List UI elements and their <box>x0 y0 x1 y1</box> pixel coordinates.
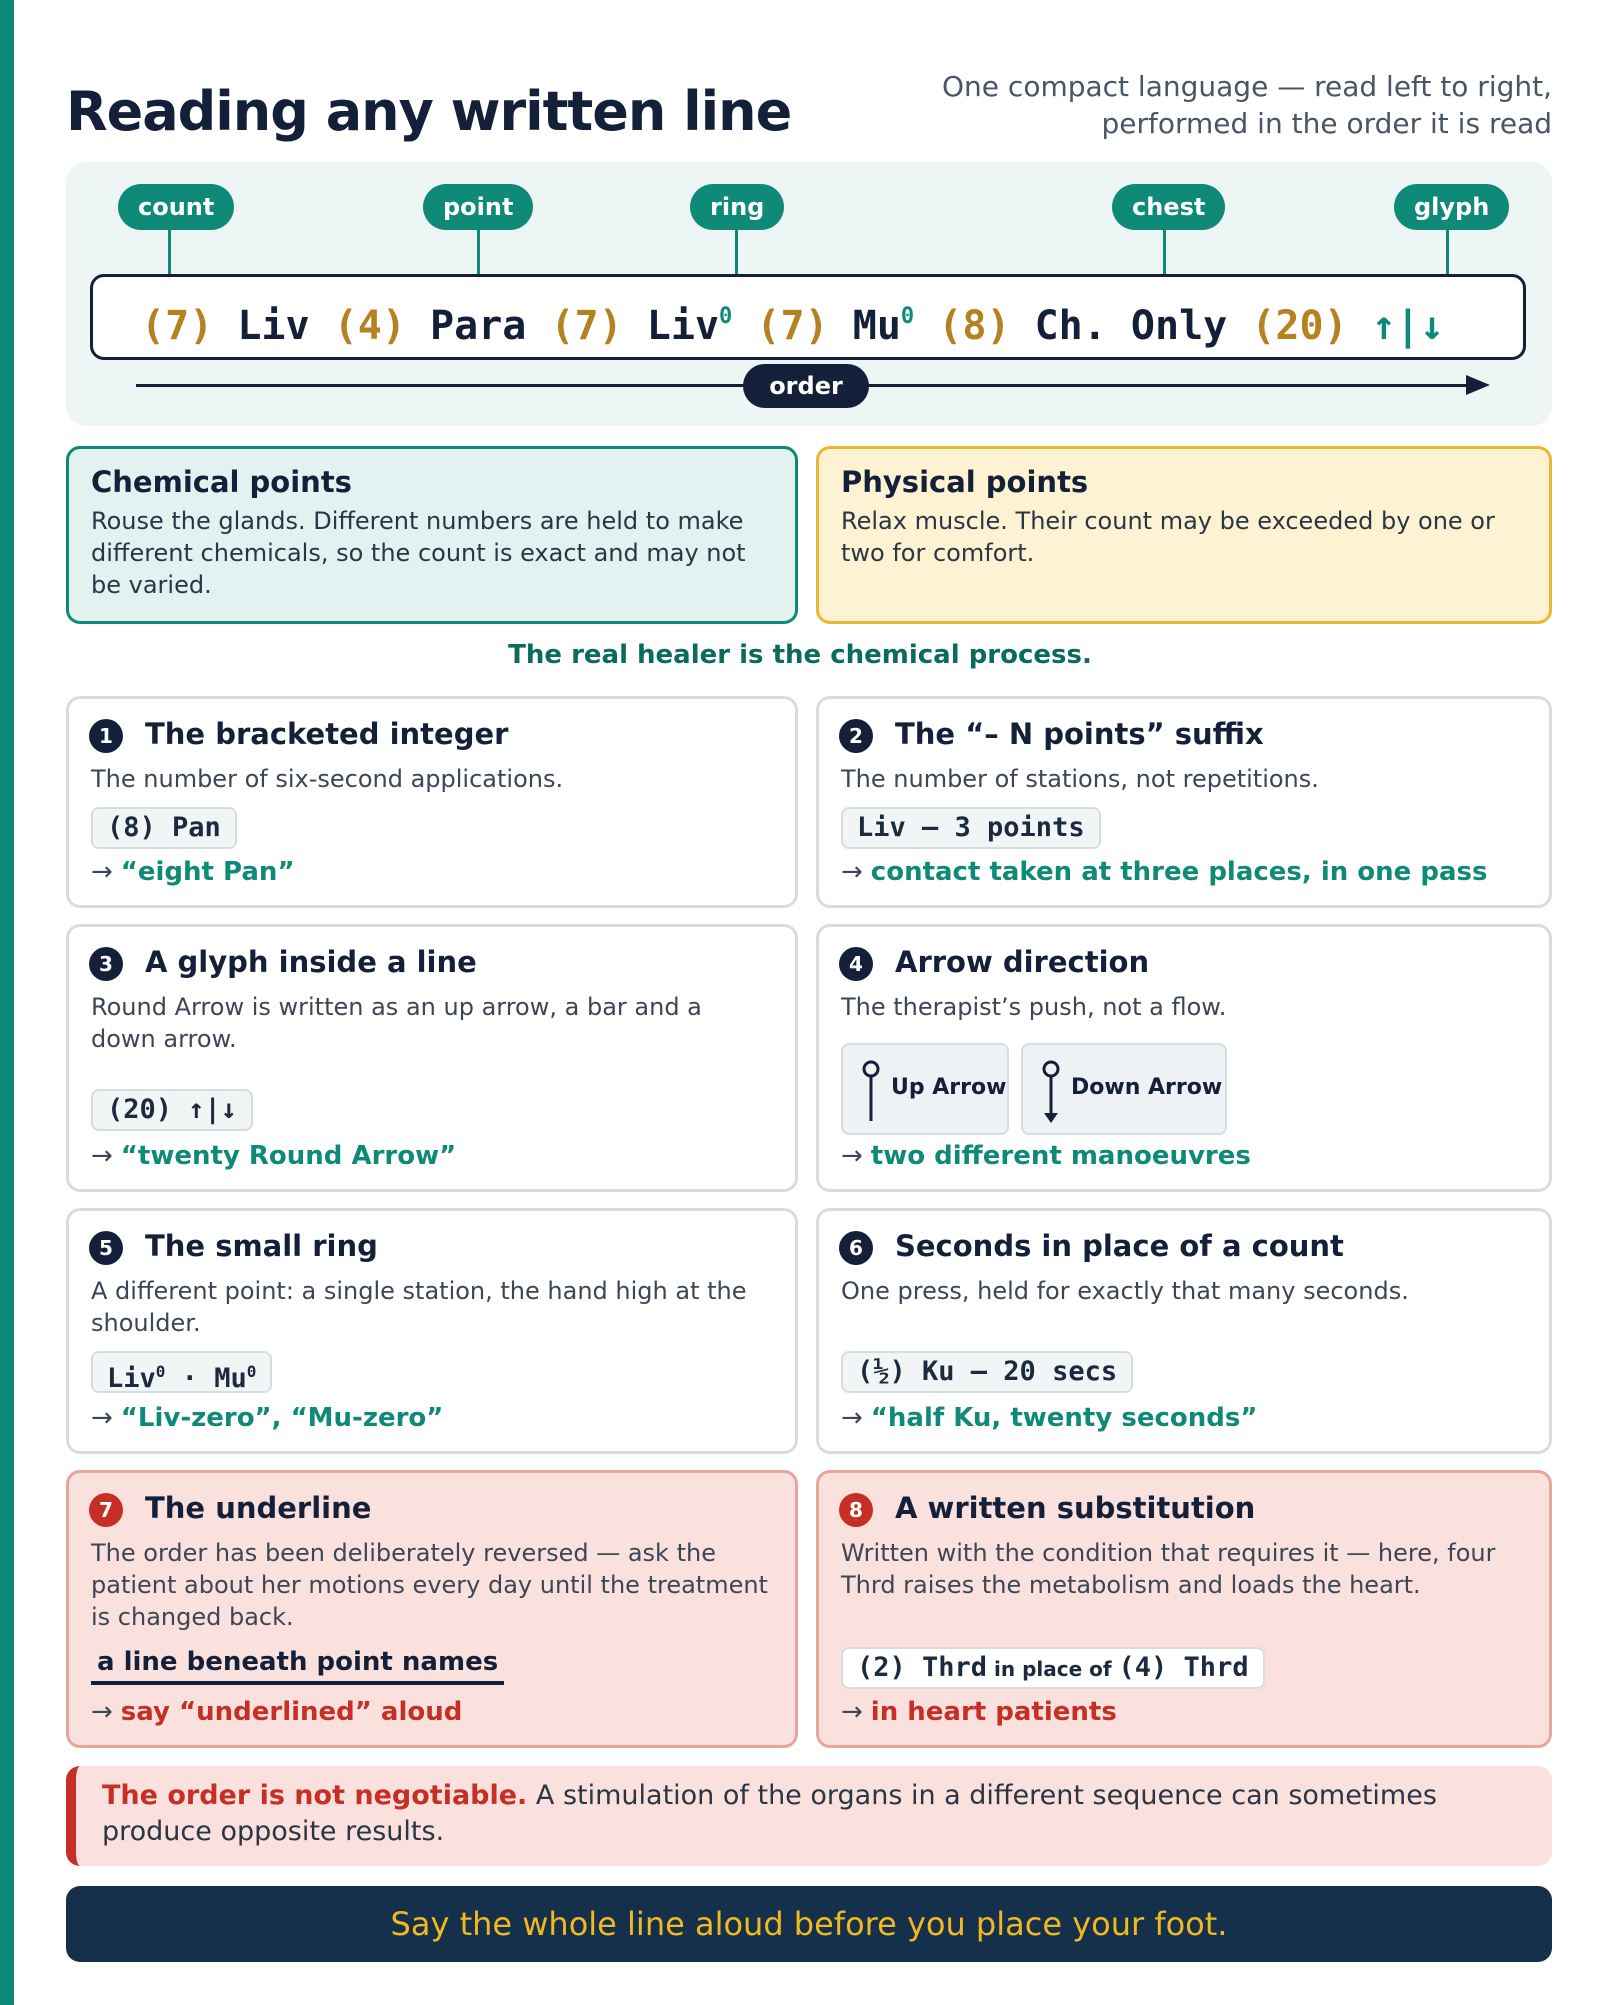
rule-number: 8 <box>839 1493 873 1527</box>
right-arrow-icon: → <box>841 1403 863 1433</box>
example-line-box <box>90 274 1526 360</box>
rule-result-text: contact taken at three places, in one pass <box>870 857 1488 887</box>
rule-result <box>841 1141 1251 1171</box>
right-arrow-icon: → <box>91 1141 113 1171</box>
tag-point: point <box>423 184 533 230</box>
physical-points-text: Relax muscle. Their count may be exceeded by one or two for comfort. <box>841 507 1495 567</box>
rule-example <box>91 1351 272 1393</box>
rule-result <box>91 857 295 887</box>
rule-example: a line beneath point names <box>91 1643 504 1685</box>
rule-card-4 <box>816 924 1552 1192</box>
up-arrow-label: Up Arrow <box>891 1075 1007 1100</box>
rule-title: The underline <box>145 1491 372 1525</box>
rule-description: The number of six-second applications. <box>91 765 564 793</box>
point-token <box>647 303 733 349</box>
ring-mark: 0 <box>155 1362 166 1381</box>
point-token: Ch. Only <box>1034 303 1228 349</box>
point-token <box>853 303 914 349</box>
order-warning-bold: The order is not negotiable. <box>102 1780 528 1811</box>
page-title: Reading any written line <box>66 80 792 143</box>
rule-description: The therapist’s push, not a flow. <box>841 993 1227 1021</box>
rule-title: Arrow direction <box>895 945 1150 979</box>
rule-result-text: “half Ku, twenty seconds” <box>870 1403 1258 1433</box>
rule-number: 1 <box>89 719 123 753</box>
point-token: Liv <box>237 303 310 349</box>
order-warning-note <box>66 1766 1552 1866</box>
right-arrow-icon: → <box>91 1403 113 1433</box>
rule-card-5 <box>66 1208 798 1454</box>
rule-title: A written substitution <box>895 1491 1256 1525</box>
rule-result <box>91 1697 462 1727</box>
rule-description: The order has been deliberately reversed — ask the patient about her motions every day until the treatment is changed back. <box>91 1539 768 1631</box>
point-name: Liv <box>646 303 720 349</box>
replaced-dose: (4) Thrd <box>1118 1652 1249 1683</box>
rule-result-text: two different manoeuvres <box>870 1141 1251 1171</box>
rule-description: The number of stations, not repetitions. <box>841 765 1319 793</box>
rule-card-7 <box>66 1470 798 1748</box>
rule-title: The bracketed integer <box>145 717 509 751</box>
chemical-points-text: Rouse the glands. Different numbers are held to make different chemicals, so the count is exact and may not be varied. <box>91 507 746 599</box>
rule-title: Seconds in place of a count <box>895 1229 1344 1263</box>
count-token: (7) <box>756 303 829 349</box>
chemical-points-box <box>66 446 798 624</box>
rule-example: (½) Ku – 20 secs <box>841 1351 1133 1393</box>
example-line <box>141 291 1444 352</box>
healer-note: The real healer is the chemical process. <box>508 640 1092 670</box>
right-arrow-icon: → <box>841 857 863 887</box>
rule-number: 5 <box>89 1231 123 1265</box>
subtitle-line-1: One compact language — read left to right, <box>942 70 1552 103</box>
point-name: Mu <box>852 303 901 349</box>
right-arrow-icon: → <box>841 1697 863 1727</box>
tag-chest: chest <box>1112 184 1225 230</box>
rule-title: The “– N points” suffix <box>895 717 1264 751</box>
rule-description: One press, held for exactly that many seconds. <box>841 1277 1409 1305</box>
ring-mark: 0 <box>900 304 915 329</box>
rule-card-2 <box>816 696 1552 908</box>
point-name: Mu <box>214 1363 247 1394</box>
subtitle-line-2: performed in the order it is read <box>1101 107 1552 140</box>
ring-mark: 0 <box>719 304 733 329</box>
rule-example: Liv – 3 points <box>841 807 1101 849</box>
rule-result <box>91 1403 443 1433</box>
point-token: Para <box>430 303 527 349</box>
rule-example: (8) Pan <box>91 807 237 849</box>
order-arrow-head-icon <box>1466 375 1490 395</box>
rule-number: 4 <box>839 947 873 981</box>
rule-description: A different point: a single station, the hand high at the shoulder. <box>91 1277 747 1337</box>
page-subtitle <box>852 68 1552 142</box>
count-token: (7) <box>550 303 623 349</box>
down-arrow-label: Down Arrow <box>1071 1075 1223 1100</box>
rule-title: A glyph inside a line <box>145 945 477 979</box>
rule-example: (20) ↑|↓ <box>91 1089 253 1131</box>
rule-number: 2 <box>839 719 873 753</box>
physical-points-title: Physical points <box>841 465 1089 499</box>
down-arrow-icon <box>1039 1059 1063 1125</box>
in-place-of-label: in place of <box>987 1657 1119 1681</box>
count-token: (7) <box>141 303 214 349</box>
up-arrow-icon <box>859 1059 883 1125</box>
rule-result-text: “twenty Round Arrow” <box>120 1141 457 1171</box>
tag-ring: ring <box>690 184 784 230</box>
rule-description: Written with the condition that requires it — here, four Thrd raises the metabolism and loads the heart. <box>841 1539 1496 1599</box>
up-arrow-example <box>841 1043 1009 1135</box>
rule-card-1 <box>66 696 798 908</box>
rule-result <box>91 1141 456 1171</box>
rule-card-6 <box>816 1208 1552 1454</box>
left-accent-stripe <box>0 0 14 2005</box>
right-arrow-icon: → <box>91 857 113 887</box>
rule-card-8 <box>816 1470 1552 1748</box>
rule-result-text: “Liv-zero”, “Mu-zero” <box>120 1403 444 1433</box>
rule-card-3 <box>66 924 798 1192</box>
ring-mark: 0 <box>246 1362 257 1381</box>
right-arrow-icon: → <box>841 1141 863 1171</box>
rule-number: 6 <box>839 1231 873 1265</box>
down-arrow-example <box>1021 1043 1227 1135</box>
rule-example <box>841 1647 1265 1689</box>
order-warning-text: A stimulation of the organs in a different sequence can sometimes produce opposite results. <box>102 1780 1437 1847</box>
separator: · <box>165 1363 215 1394</box>
physical-points-box <box>816 446 1552 624</box>
rule-result-text: in heart patients <box>870 1697 1117 1727</box>
rule-number: 7 <box>89 1493 123 1527</box>
line-anatomy-panel <box>66 162 1552 426</box>
original-dose: (2) Thrd <box>857 1652 988 1683</box>
tag-count: count <box>118 184 234 230</box>
tag-glyph: glyph <box>1394 184 1509 230</box>
rule-result <box>841 1403 1257 1433</box>
rule-result <box>841 1697 1117 1727</box>
chemical-points-title: Chemical points <box>91 465 352 499</box>
order-label: order <box>743 364 869 408</box>
glyph-token: ↑|↓ <box>1371 303 1445 349</box>
rule-number: 3 <box>89 947 123 981</box>
count-token: (20) <box>1251 303 1348 349</box>
right-arrow-icon: → <box>91 1697 113 1727</box>
rule-title: The small ring <box>145 1229 378 1263</box>
point-name: Liv <box>107 1363 156 1394</box>
footer-banner: Say the whole line aloud before you place your foot. <box>66 1886 1552 1962</box>
count-token: (4) <box>333 303 406 349</box>
count-token: (8) <box>938 303 1011 349</box>
rule-result <box>841 857 1487 887</box>
rule-result-text: “eight Pan” <box>120 857 295 887</box>
rule-result-text: say “underlined” aloud <box>120 1697 463 1727</box>
rule-description: Round Arrow is written as an up arrow, a bar and a down arrow. <box>91 993 702 1053</box>
